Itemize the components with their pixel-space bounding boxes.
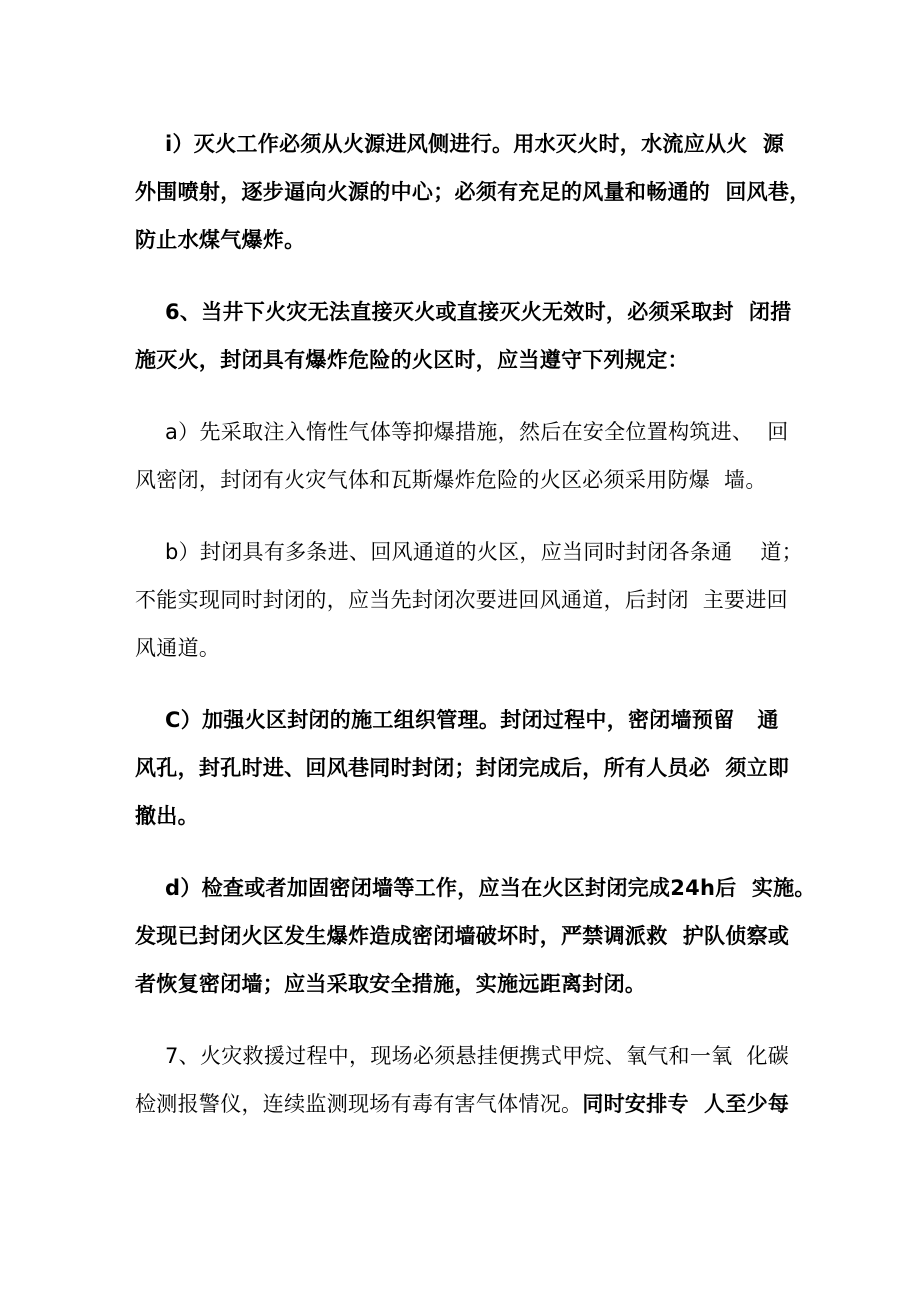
text-line: a）先采取注入惰性气体等抑爆措施，然后在安全位置构筑进、 回 [165, 420, 789, 444]
paragraph-item-b [135, 528, 803, 672]
paragraph-fire-extinguishing [135, 120, 811, 264]
text-line: 7、火灾救援过程中，现场必须悬挂便携式甲烷、氧气和一氧 化碳 [165, 1044, 790, 1068]
text-line: 防止水煤气爆炸。 [135, 228, 306, 252]
paragraph-item-d [135, 864, 816, 1008]
text-line [135, 1080, 795, 1128]
text-line: 施灭火，封闭具有爆炸危险的火区时，应当遵守下列规定： [135, 348, 689, 372]
paragraph-item-a [135, 408, 795, 504]
text-line: 者恢复密闭墙；应当采取安全措施，实施远距离封闭。 [135, 972, 647, 996]
text-line: 外围喷射，逐步逼向火源的中心；必须有充足的风量和畅通的 回风巷， [135, 180, 811, 204]
paragraph-item-c [135, 696, 795, 840]
text-line: 发现已封闭火区发生爆炸造成密闭墙破坏时，严禁调派救 护队侦察或 [135, 924, 790, 948]
text-line: 不能实现同时封闭的，应当先封闭次要进回风通道，后封闭 主要进回 [135, 588, 788, 612]
text-line: b）封闭具有多条进、回风通道的火区，应当同时封闭各条通 道； [165, 540, 803, 564]
text-line: 6、当井下火灾无法直接灭火或直接灭火无效时，必须采取封 闭措 [165, 300, 792, 324]
text-line: d）检查或者加固密闭墙等工作，应当在火区封闭完成24h后 实施。 [165, 876, 816, 900]
paragraph-item-6 [135, 288, 795, 384]
text-segment-bold: 同时安排专 人至少每 [582, 1092, 790, 1116]
text-line: C）加强火区封闭的施工组织管理。封闭过程中，密闭墙预留 通 [165, 708, 779, 732]
text-line: i）灭火工作必须从火源进风侧进行。用水灭火时，水流应从火 源 [165, 132, 785, 156]
text-line: 风孔，封孔时进、回风巷同时封闭；封闭完成后，所有人员必 须立即 [135, 756, 790, 780]
text-line: 风密闭，封闭有火灾气体和瓦斯爆炸危险的火区必须采用防爆 墙。 [135, 468, 767, 492]
text-line: 风通道。 [135, 636, 221, 660]
text-line: 撤出。 [135, 804, 199, 828]
paragraph-item-7 [135, 1032, 795, 1128]
text-segment: 检测报警仪，连续监测现场有毒有害气体情况。 [135, 1092, 583, 1116]
